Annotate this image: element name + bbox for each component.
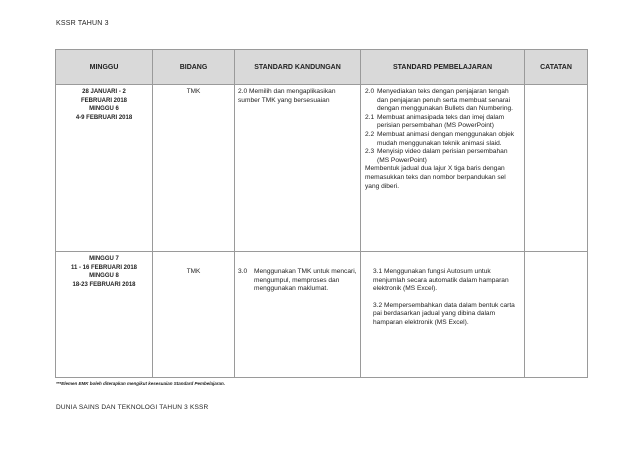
pembelajaran-cell [361, 85, 525, 252]
page-footer: DUNIA SAINS DAN TEKNOLOGI TAHUN 3 KSSR [56, 404, 209, 411]
minggu-line: 11 - 16 FEBRUARI 2018 [70, 264, 138, 271]
pembelajaran-item: 3.1 Menggunakan fungsi Autosum untuk menjumlah secara automatik dalam hamparan elektronik (MS Excel). [373, 268, 509, 293]
pembelajaran-extra: Membentuk jadual dua lajur X tiga baris dengan memasukkan teks dan nombor berpandukan sel yang diberi. [365, 165, 506, 190]
minggu-line: MINGGU 8 [89, 273, 119, 280]
lesson-plan-table [55, 49, 588, 378]
kandungan-item [238, 268, 357, 294]
pembelajaran-item: 3.2 Mempersembahkan data dalam bentuk carta pai berdasarkan jadual yang dibina dalam hamparan elektronik (MS Excel). [373, 301, 515, 326]
item-number: 2.3 [365, 148, 375, 156]
item-text: Membuat animasi dengan menggunakan objek mudah menggunakan teknik animasi slaid. [377, 130, 515, 147]
item-text: Menggunakan TMK untuk mencari, mengumpul, memproses dan menggunakan maklumat. [254, 268, 357, 293]
table-row [56, 85, 588, 252]
item-number: 2.1 [365, 113, 375, 121]
minggu-line: MINGGU 6 [89, 106, 119, 113]
pembelajaran-item [365, 131, 520, 148]
pembelajaran-item [365, 148, 520, 165]
item-number: 2.0 [365, 88, 375, 95]
minggu-line: MINGGU 7 [89, 256, 119, 262]
item-text: Menyisip video dalam perisian persembahan (MS PowerPoint) [377, 148, 508, 164]
pembelajaran-item [365, 114, 520, 131]
bidang-cell: TMK [153, 252, 235, 378]
item-text: Membuat animasipada teks dan imej dalam perisian persembahan (MS PowerPoint) [377, 113, 505, 130]
header-standard-pembelajaran: STANDARD PEMBELAJARAN [361, 50, 525, 85]
bidang-cell: TMK [153, 85, 235, 252]
catatan-cell [525, 85, 588, 252]
minggu-line: 18-23 FEBRUARI 2018 [72, 281, 136, 288]
minggu-line: 28 JANUARI - 2 [82, 89, 126, 95]
header-catatan: CATATAN [525, 50, 588, 85]
pembelajaran-cell [361, 252, 525, 378]
minggu-cell [56, 85, 153, 252]
header-bidang: BIDANG [153, 50, 235, 85]
table-row [56, 252, 588, 378]
item-number: 3.0 [238, 268, 248, 275]
catatan-cell [525, 252, 588, 378]
page-header: KSSR TAHUN 3 [56, 20, 109, 27]
pembelajaran-item [365, 88, 520, 114]
header-minggu: MINGGU [56, 50, 153, 85]
minggu-line: 4-9 FEBRUARI 2018 [75, 114, 133, 121]
footnote: ***Elemen EMK boleh diterapkan mengikut kesesuaian Standard Pembelajaran. [56, 381, 226, 386]
kandungan-cell: 2.0 Memilih dan mengaplikasikan sumber TMK yang bersesuaian [235, 85, 361, 252]
table-header-row [56, 50, 588, 85]
header-standard-kandungan: STANDARD KANDUNGAN [235, 50, 361, 85]
item-text: Menyediakan teks dengan penjajaran tengah dan penjajaran penuh serta membuat senarai dengan menggunakan Bullets dan Numbering. [377, 88, 513, 113]
kandungan-cell [235, 252, 361, 378]
minggu-cell [56, 252, 153, 378]
minggu-line: FEBRUARI 2018 [80, 97, 127, 104]
item-number: 2.2 [365, 130, 375, 138]
